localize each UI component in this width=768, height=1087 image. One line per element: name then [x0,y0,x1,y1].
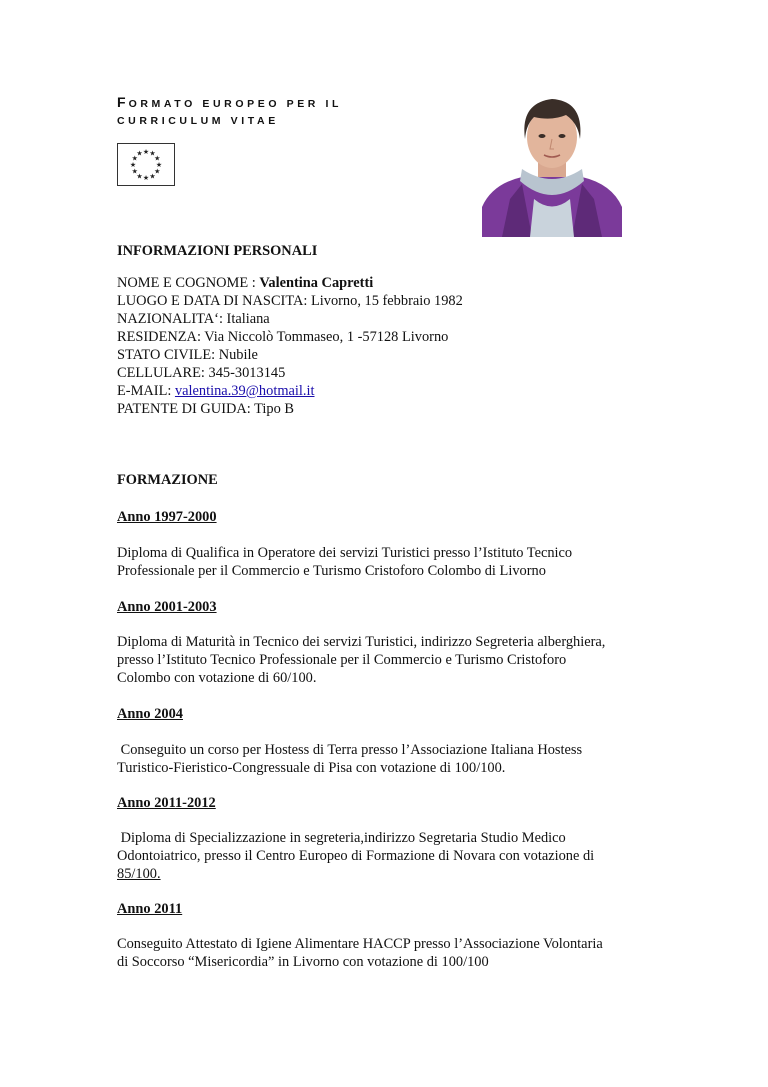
education-line: Diploma di Qualifica in Operatore dei servizi Turistici presso l’Istituto Tecnico [117,545,573,561]
education-year: Anno 2011 [117,901,183,917]
education-line: Odontoiatrico, presso il Centro Europeo di Formazione di Novara con votazione di [117,848,595,864]
license-line: PATENTE DI GUIDA: Tipo B [117,401,294,417]
flag-star: ★ [142,174,150,182]
email-line [117,382,315,400]
flag-star: ★ [149,172,156,181]
education-year: Anno 2011-2012 [117,795,216,811]
nationality-line: NAZIONALITA‘: Italiana [117,311,270,327]
education-line: presso l’Istituto Tecnico Professionale per il Commercio e Turismo Cristoforo [117,652,567,668]
civil-status-line: STATO CIVILE: Nubile [117,347,258,363]
personal-info-heading: INFORMAZIONI PERSONALI [117,243,318,259]
education-line: Professionale per il Commercio e Turismo Cristoforo Colombo di Livorno [117,563,546,579]
flag-star: ★ [149,149,156,158]
education-year: Anno 1997-2000 [117,509,217,525]
education-line-tail: 85/100. [117,866,161,882]
education-line: Colombo con votazione di 60/100. [117,670,317,686]
education-year: Anno 2004 [117,706,183,722]
phone-line: CELLULARE: 345-3013145 [117,365,286,381]
cv-title-line-1 [117,94,342,110]
name-line [117,274,373,292]
education-line: Conseguito Attestato di Igiene Alimentare HACCP presso l’Associazione Volontaria [117,936,603,952]
title-rest: ORMATO EUROPEO PER IL [128,98,343,110]
flag-star: ★ [131,167,138,176]
flag-star: ★ [136,149,143,158]
cv-title-line-2: CURRICULUM VITAE [117,115,279,127]
residence-line: RESIDENZA: Via Niccolò Tommaseo, 1 -57128 Livorno [117,329,449,345]
name-label: NOME E COGNOME : [117,275,260,291]
birth-line: LUOGO E DATA DI NASCITA: Livorno, 15 febbraio 1982 [117,293,463,309]
title-initial: F [117,94,129,110]
flag-star: ★ [155,161,163,169]
flag-star: ★ [154,154,161,163]
education-heading: FORMAZIONE [117,472,218,488]
flag-star: ★ [129,161,137,169]
education-line: Diploma di Specializzazione in segreteria,indirizzo Segretaria Studio Medico [117,830,566,846]
name-value: Valentina Capretti [259,275,374,291]
education-year: Anno 2001-2003 [117,599,217,615]
education-line: Diploma di Maturità in Tecnico dei servizi Turistici, indirizzo Segreteria alberghiera, [117,634,606,650]
eu-flag-icon [117,143,175,186]
flag-star: ★ [136,172,143,181]
portrait-photo [482,89,622,237]
education-line: di Soccorso “Misericordia” in Livorno con votazione di 100/100 [117,954,489,970]
flag-star: ★ [154,167,161,176]
flag-star: ★ [131,154,138,163]
education-line: Conseguito un corso per Hostess di Terra presso l’Associazione Italiana Hostess [117,742,583,758]
email-link[interactable]: valentina.39@hotmail.it [174,383,315,399]
email-label: E-MAIL: [117,383,175,399]
education-line: Turistico-Fieristico-Congressuale di Pisa con votazione di 100/100. [117,760,506,776]
flag-star: ★ [142,148,150,156]
